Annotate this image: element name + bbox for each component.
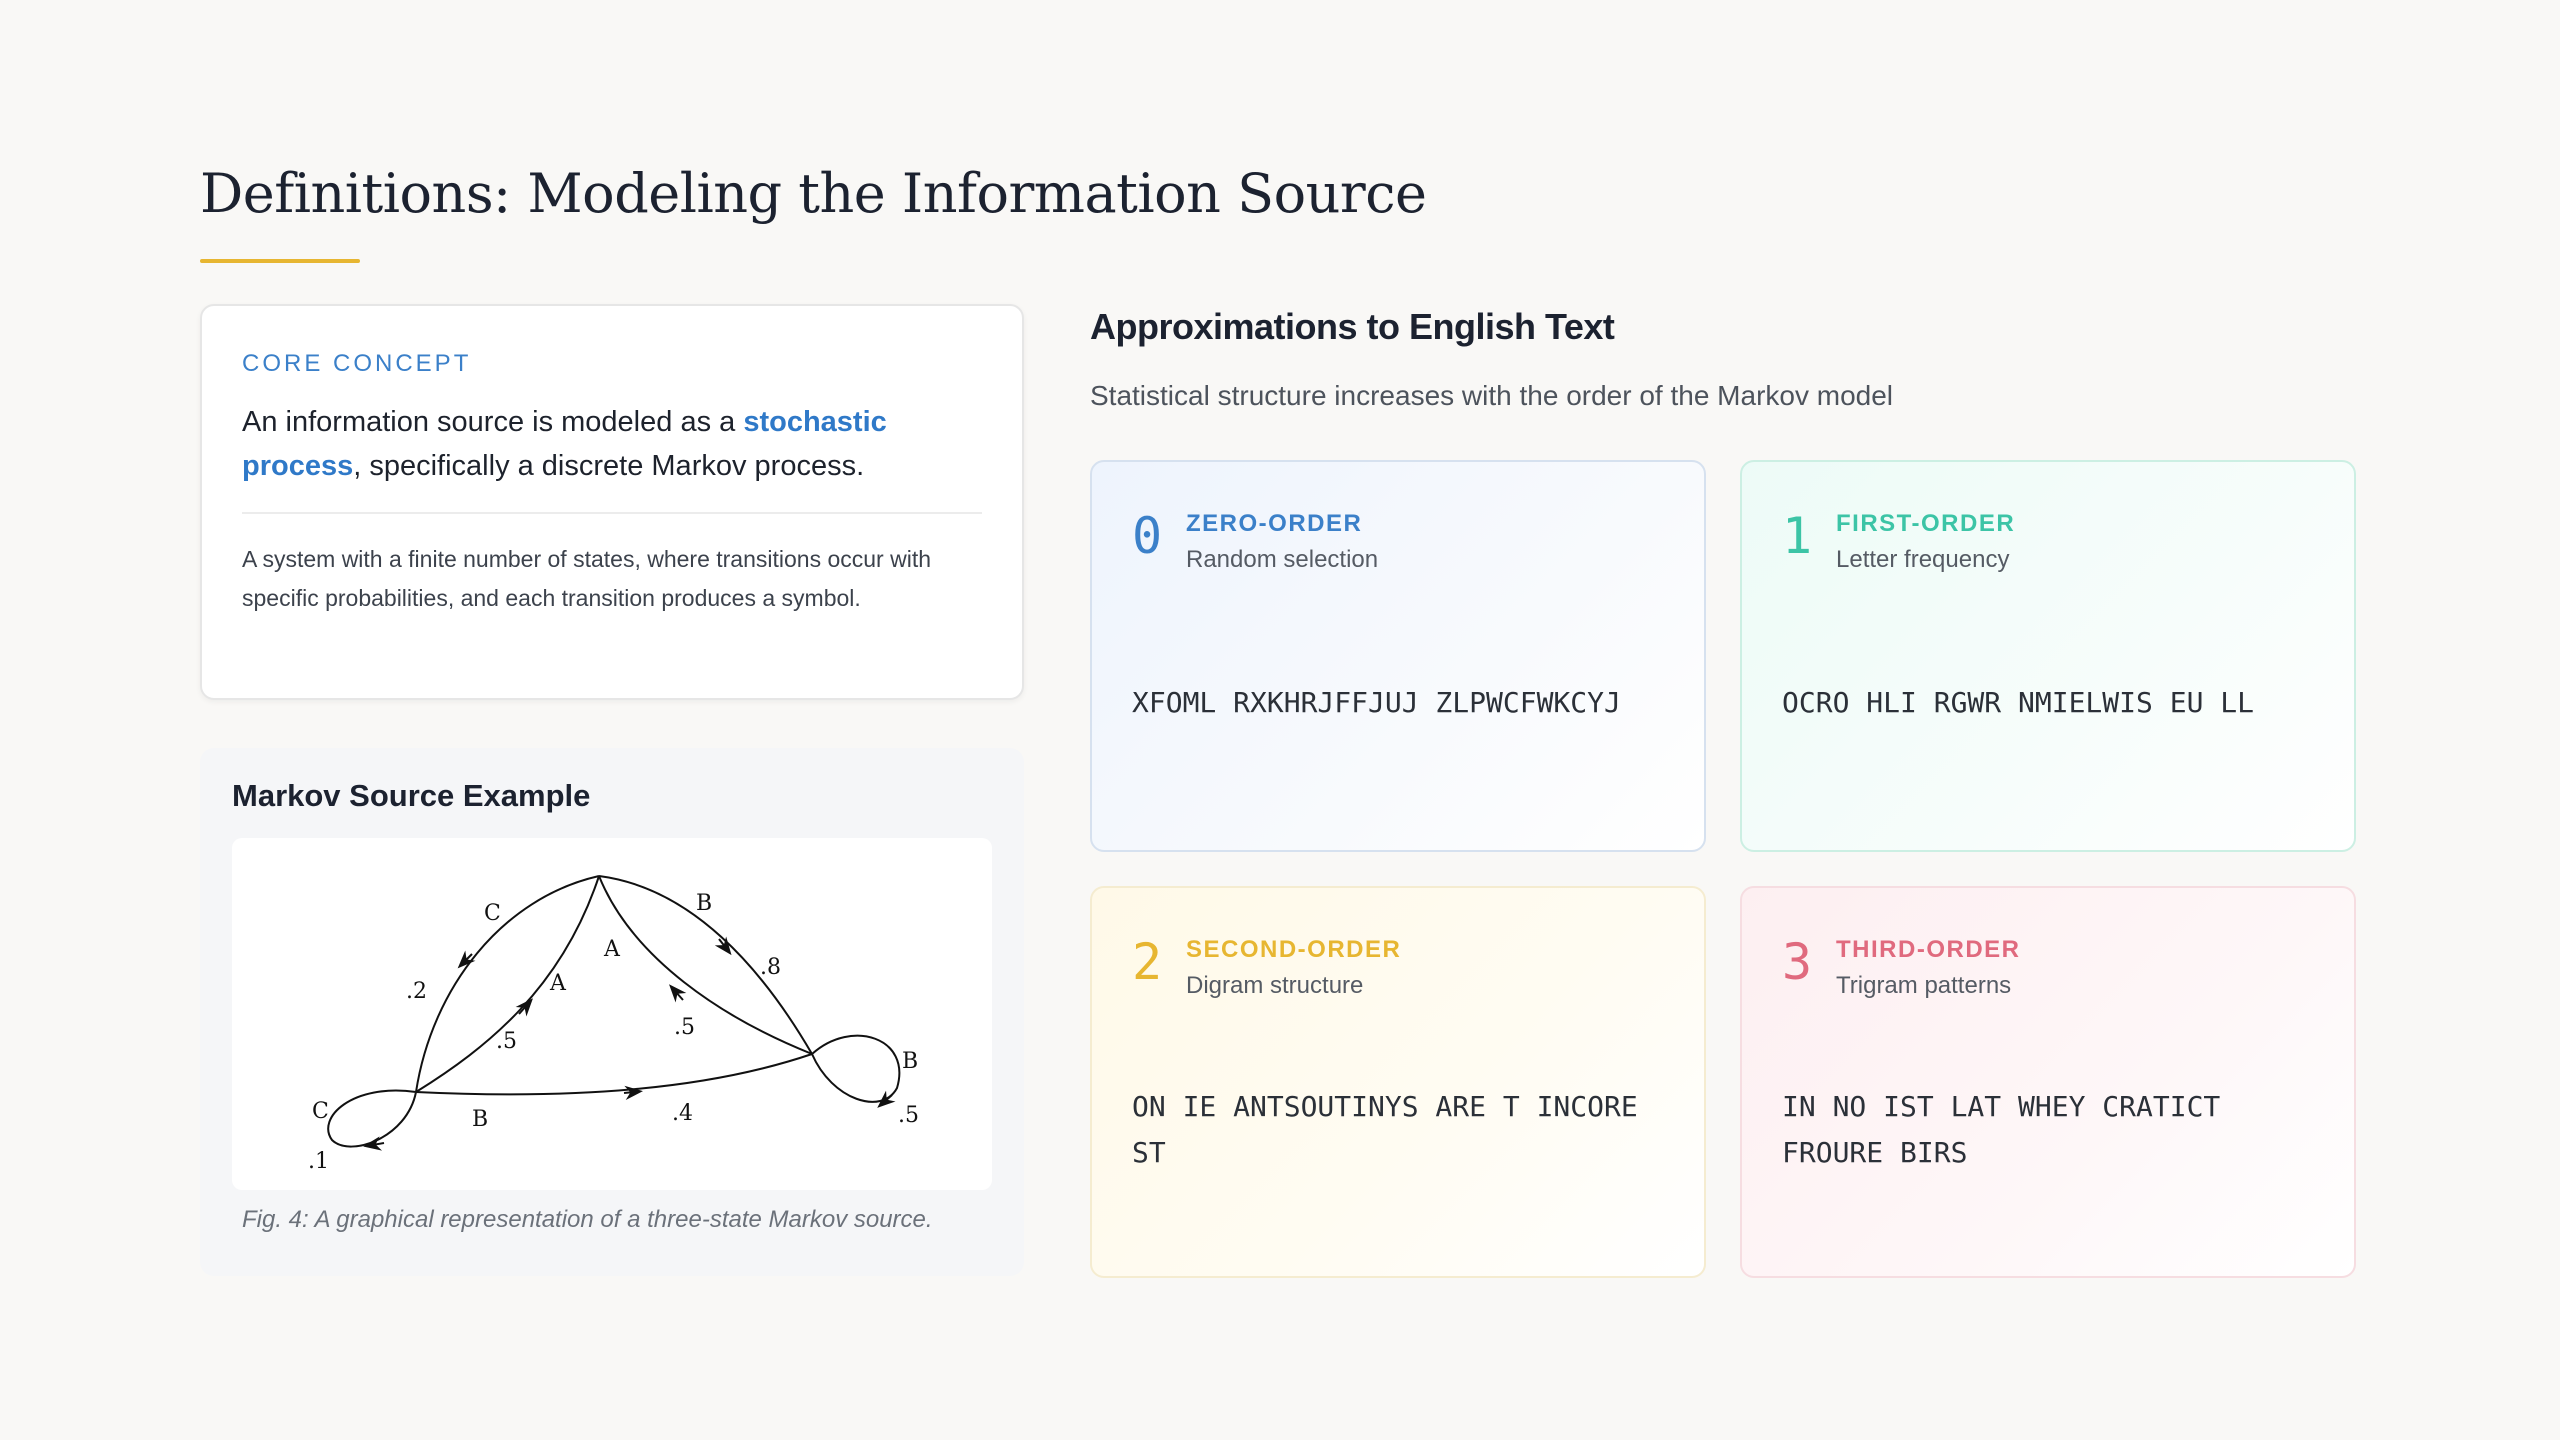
order-card-header [1132, 930, 1664, 1000]
arrow-a-inner-right [675, 991, 683, 1000]
order-sample-text: OCRO HLI RGWR NMIELWIS EU LL [1782, 686, 2255, 719]
order-name: SECOND-ORDER [1186, 936, 1402, 963]
order-description: Letter frequency [1836, 546, 2010, 573]
markov-example-panel [200, 748, 1024, 1276]
order-number: 2 [1132, 933, 1163, 991]
order-description: Random selection [1186, 546, 1379, 573]
label-b-top: B [696, 891, 713, 916]
core-concept-kicker: CORE CONCEPT [242, 350, 472, 377]
order-labels [1836, 504, 2015, 574]
edge-right-self-loop [812, 1036, 899, 1102]
concept-divider [242, 512, 982, 514]
core-concept-detail: A system with a finite number of states, where transitions occur with specific probabilities, and each transition produces a symbol. [242, 546, 932, 611]
order-name: FIRST-ORDER [1836, 510, 2016, 537]
edge-left-self-loop [328, 1091, 416, 1147]
order-card-first [1740, 460, 2356, 852]
order-sample-text: ON IE ANTSOUTINYS ARE T INCORE ST [1132, 1090, 1638, 1169]
core-concept-lead [242, 400, 982, 488]
label-p-top-left: .2 [406, 979, 427, 1004]
approximations-title: Approximations to English Text [1090, 306, 1615, 347]
markov-example-title: Markov Source Example [232, 778, 591, 813]
page-title: Definitions: Modeling the Information Source [200, 162, 1427, 225]
order-number: 3 [1782, 933, 1813, 991]
order-number: 0 [1132, 507, 1163, 565]
order-description: Trigram patterns [1836, 972, 2012, 999]
label-a-inner-right: A [604, 937, 620, 962]
edge-left-to-top-a [416, 876, 599, 1092]
markov-figure-caption: Fig. 4: A graphical representation of a three-state Markov source. [242, 1206, 933, 1233]
label-p-top-right: .8 [760, 955, 781, 980]
edge-left-to-top-c [416, 876, 599, 1092]
label-a-inner-left: A [550, 971, 566, 996]
lead-text-after: , specifically a discrete Markov process. [353, 450, 865, 482]
label-p-loop-left: .1 [308, 1149, 329, 1174]
order-sample-text: IN NO IST LAT WHEY CRATICT FROURE BIRS [1782, 1090, 2221, 1169]
arrow-c-loop [372, 1143, 384, 1145]
label-p-bottom: .4 [672, 1101, 693, 1126]
order-card-third [1740, 886, 2356, 1278]
order-card-second [1090, 886, 1706, 1278]
order-description: Digram structure [1186, 972, 1364, 999]
order-sample-text: XFOML RXKHRJFFJUJ ZLPWCFWKCYJ [1132, 686, 1621, 719]
label-p-inner-right: .5 [674, 1015, 695, 1040]
order-name: THIRD-ORDER [1836, 936, 2021, 963]
order-card-zero [1090, 460, 1706, 852]
core-concept-card [200, 304, 1024, 700]
order-card-header [1132, 504, 1664, 574]
approximations-subtitle: Statistical structure increases with the order of the Markov model [1090, 380, 1894, 411]
order-name: ZERO-ORDER [1186, 510, 1363, 537]
order-labels [1836, 930, 2021, 1000]
label-b-loop: B [902, 1049, 919, 1074]
order-number: 1 [1782, 507, 1813, 565]
label-c-loop: C [312, 1099, 329, 1124]
label-c-top: C [484, 901, 501, 926]
edge-left-to-right-b [416, 1054, 812, 1094]
label-p-loop-right: .5 [898, 1103, 919, 1128]
lead-text-before: An information source is modeled as a [242, 406, 744, 438]
label-b-bottom: B [472, 1107, 489, 1132]
lead-highlight: stochastic process [242, 406, 887, 482]
label-p-inner-left: .5 [496, 1029, 517, 1054]
order-card-header [1782, 930, 2314, 1000]
markov-diagram-svg [232, 838, 992, 1190]
order-labels [1186, 930, 1401, 1000]
order-card-header [1782, 504, 2314, 574]
order-labels [1186, 504, 1378, 574]
markov-diagram [232, 838, 992, 1190]
arrow-b-bottom [624, 1092, 634, 1093]
title-underline [200, 259, 360, 263]
